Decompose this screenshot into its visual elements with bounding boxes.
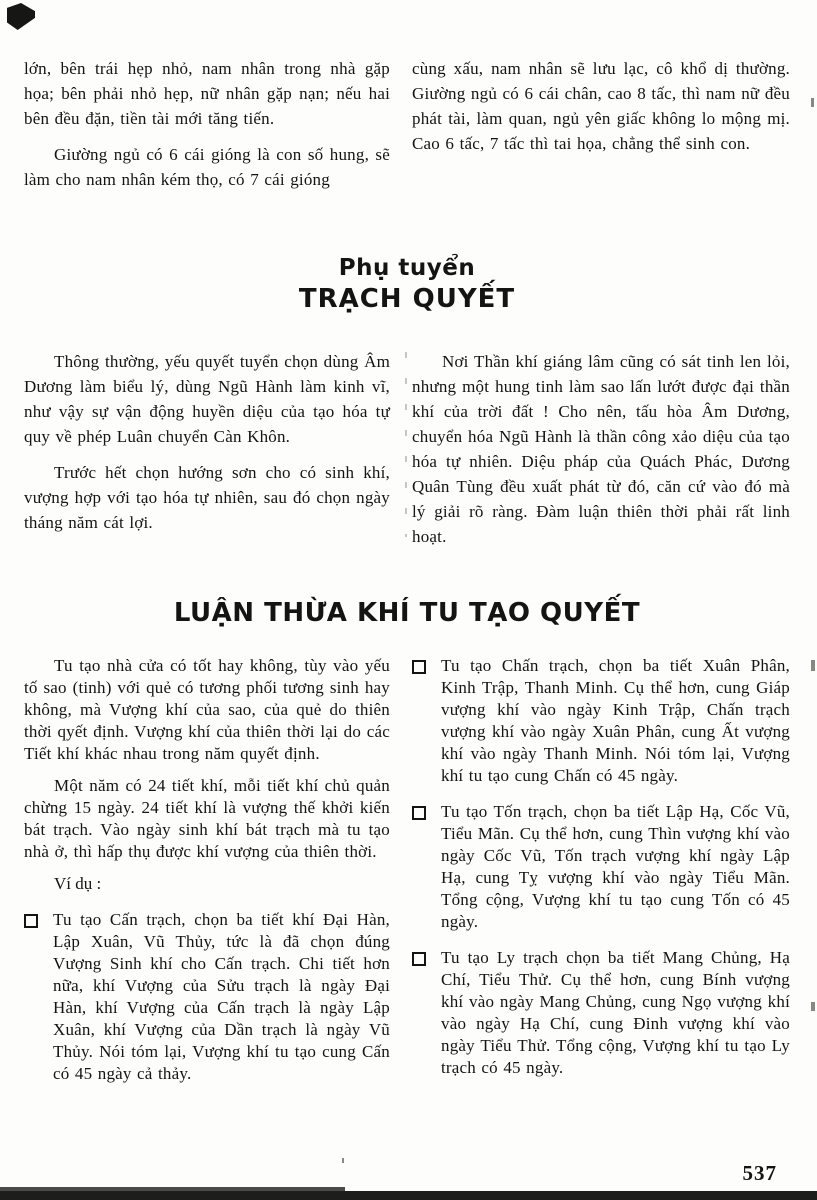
paragraph: Tu tạo nhà cửa có tốt hay không, tùy vào yếu tố sao (tinh) với quẻ có tương phối tương sinh hay không, mà Vượng khí của sao, của quẻ do thiên thời qyết định. Vượng khí của thiên thời lại do các Tiết khí khác nhau trong năm quyết định.	[24, 656, 390, 763]
scan-edge-artifact	[811, 660, 815, 671]
square-bullet-icon	[412, 660, 426, 674]
scan-edge-artifact	[811, 98, 814, 107]
chapter-title: TRẠCH QUYẾT	[298, 284, 516, 314]
section-luan-thua-khi	[24, 655, 790, 1099]
paragraph: Nơi Thần khí giáng lâm cũng có sát tinh len lỏi, nhưng một hung tinh làm sao lấn lướt được đại thần khí của trời đất ! Cho nên, tấu hòa Âm Dương, chuyển hóa Ngũ Hành là thần công xảo diệu của tạo hóa tự nhiên. Diệu pháp của Quách Phác, Dương Quân Tùng đều xuất phát từ đó, căn cứ vào đó mà lý giải rõ ràng. Đàm luận thiên thời phải rất linh hoạt.	[412, 352, 790, 546]
square-bullet-icon	[412, 806, 426, 820]
square-bullet-icon	[24, 914, 38, 928]
square-bullet-icon	[412, 952, 426, 966]
section-luan-thua-khi-left-column	[24, 655, 390, 1099]
list-item-text: Tu tạo Ly trạch chọn ba tiết Mang Chủng, Hạ Chí, Tiểu Thử. Cụ thể hơn, cung Bính vượng khí vào ngày Mang Chủng, cung Ngọ vượng khí vào ngày Hạ Chí, cung Đinh vượng khí vào ngày Tiểu Thử. Tổng cộng, Vượng khí tu tạo Ly trạch có 45 ngày.	[441, 948, 790, 1077]
list-item-text: Tu tạo Cấn trạch, chọn ba tiết khí Đại Hàn, Lập Xuân, Vũ Thủy, tức là đã chọn đúng Vượng Sinh khí cho Cấn trạch. Chi tiết hơn nữa, khí Vượng của Sửu trạch là ngày Đại Hàn, khí Vượng của Cấn trạch là ngày Lập Xuân, khí Vượng của Dần trạch là ngày Vũ Thủy. Nói tóm lại, Vượng khí tu tạo cung Cấn có 45 ngày cả thảy.	[53, 910, 390, 1083]
section-trach-quyet	[24, 349, 790, 560]
section-trach-quyet-left-column	[24, 349, 390, 546]
scan-speck-artifact	[342, 1158, 344, 1163]
list-item	[24, 909, 390, 1085]
section-trach-quyet-right-column	[412, 349, 790, 560]
list-item	[412, 655, 790, 787]
paragraph: lớn, bên trái hẹp nhỏ, nam nhân trong nhà gặp họa; bên phải nhỏ hẹp, nữ nhân gặp nạn; nếu hai bên đều đặn, tiền tài mới tăng tiến.	[24, 59, 390, 128]
scan-corner-artifact	[7, 3, 35, 30]
scan-bottom-edge	[0, 1191, 817, 1200]
example-label: Ví dụ :	[54, 874, 102, 893]
section-heading-luan-thua-khi: LUẬN THỪA KHÍ TU TẠO QUYẾT	[173, 598, 641, 628]
paragraph: Trước hết chọn hướng sơn cho có sinh khí, vượng hợp với tạo hóa tự nhiên, sau đó chọn ngày tháng năm cát lợi.	[24, 463, 390, 532]
list-item-text: Tu tạo Chấn trạch, chọn ba tiết Xuân Phân, Kinh Trập, Thanh Minh. Cụ thể hơn, cung Giáp vượng khí vào ngày Kinh Trập, Chấn trạch vượng khí vào ngày Xuân Phân, cung Ất vượng khí vào ngày Thanh Minh. Nói tóm lại, Vượng khí tu tạo cung Chấn có 45 ngày.	[441, 656, 790, 785]
page-number: 537	[742, 1161, 777, 1185]
chapter-subtitle: Phụ tuyển	[338, 255, 476, 281]
paragraph: Một năm có 24 tiết khí, mỗi tiết khí chủ quản chừng 15 ngày. 24 tiết khí là vượng thế khởi kiến bát trạch. Vào ngày sinh khí bát trạch mà tu tạo nhà ở, thì hấp thụ được khí vượng của thiên thời.	[24, 776, 390, 861]
list-item	[412, 947, 790, 1079]
section-top-right-column	[412, 56, 790, 167]
section-top	[24, 56, 790, 203]
list-item	[412, 801, 790, 933]
paragraph: Giường ngủ có 6 cái gióng là con số hung, sẽ làm cho nam nhân kém thọ, có 7 cái gióng	[24, 145, 390, 189]
scan-edge-artifact	[811, 1002, 815, 1011]
list-item-text: Tu tạo Tốn trạch, chọn ba tiết Lập Hạ, Cốc Vũ, Tiểu Mãn. Cụ thể hơn, cung Thìn vượng khí vào ngày Cốc Vũ, Tốn trạch vượng khí ngày Lập Hạ, cung Tỵ vượng khí vào ngày Tiểu Mãn. Tổng cộng, Vượng khí tu tạo cung Tốn có 45 ngày.	[441, 802, 790, 931]
chapter-heading	[24, 253, 790, 315]
paragraph: cùng xấu, nam nhân sẽ lưu lạc, cô khổ dị thường. Giường ngủ có 6 cái chân, cao 8 tấc, thì nam nữ đều phát tài, làm quan, ngủ yên giấc không lo mộng mị. Cao 6 tấc, 7 tấc thì tai họa, chẳng thể sinh con.	[412, 59, 790, 153]
scan-gutter-artifact	[405, 352, 407, 537]
section-luan-thua-khi-right-column	[412, 655, 790, 1093]
section-top-left-column	[24, 56, 390, 203]
paragraph: Thông thường, yếu quyết tuyển chọn dùng Âm Dương làm biểu lý, dùng Ngũ Hành làm kinh vĩ, như vậy sự vận động huyền diệu của tạo hóa tự quy về phép Luân chuyển Càn Khôn.	[24, 352, 390, 446]
